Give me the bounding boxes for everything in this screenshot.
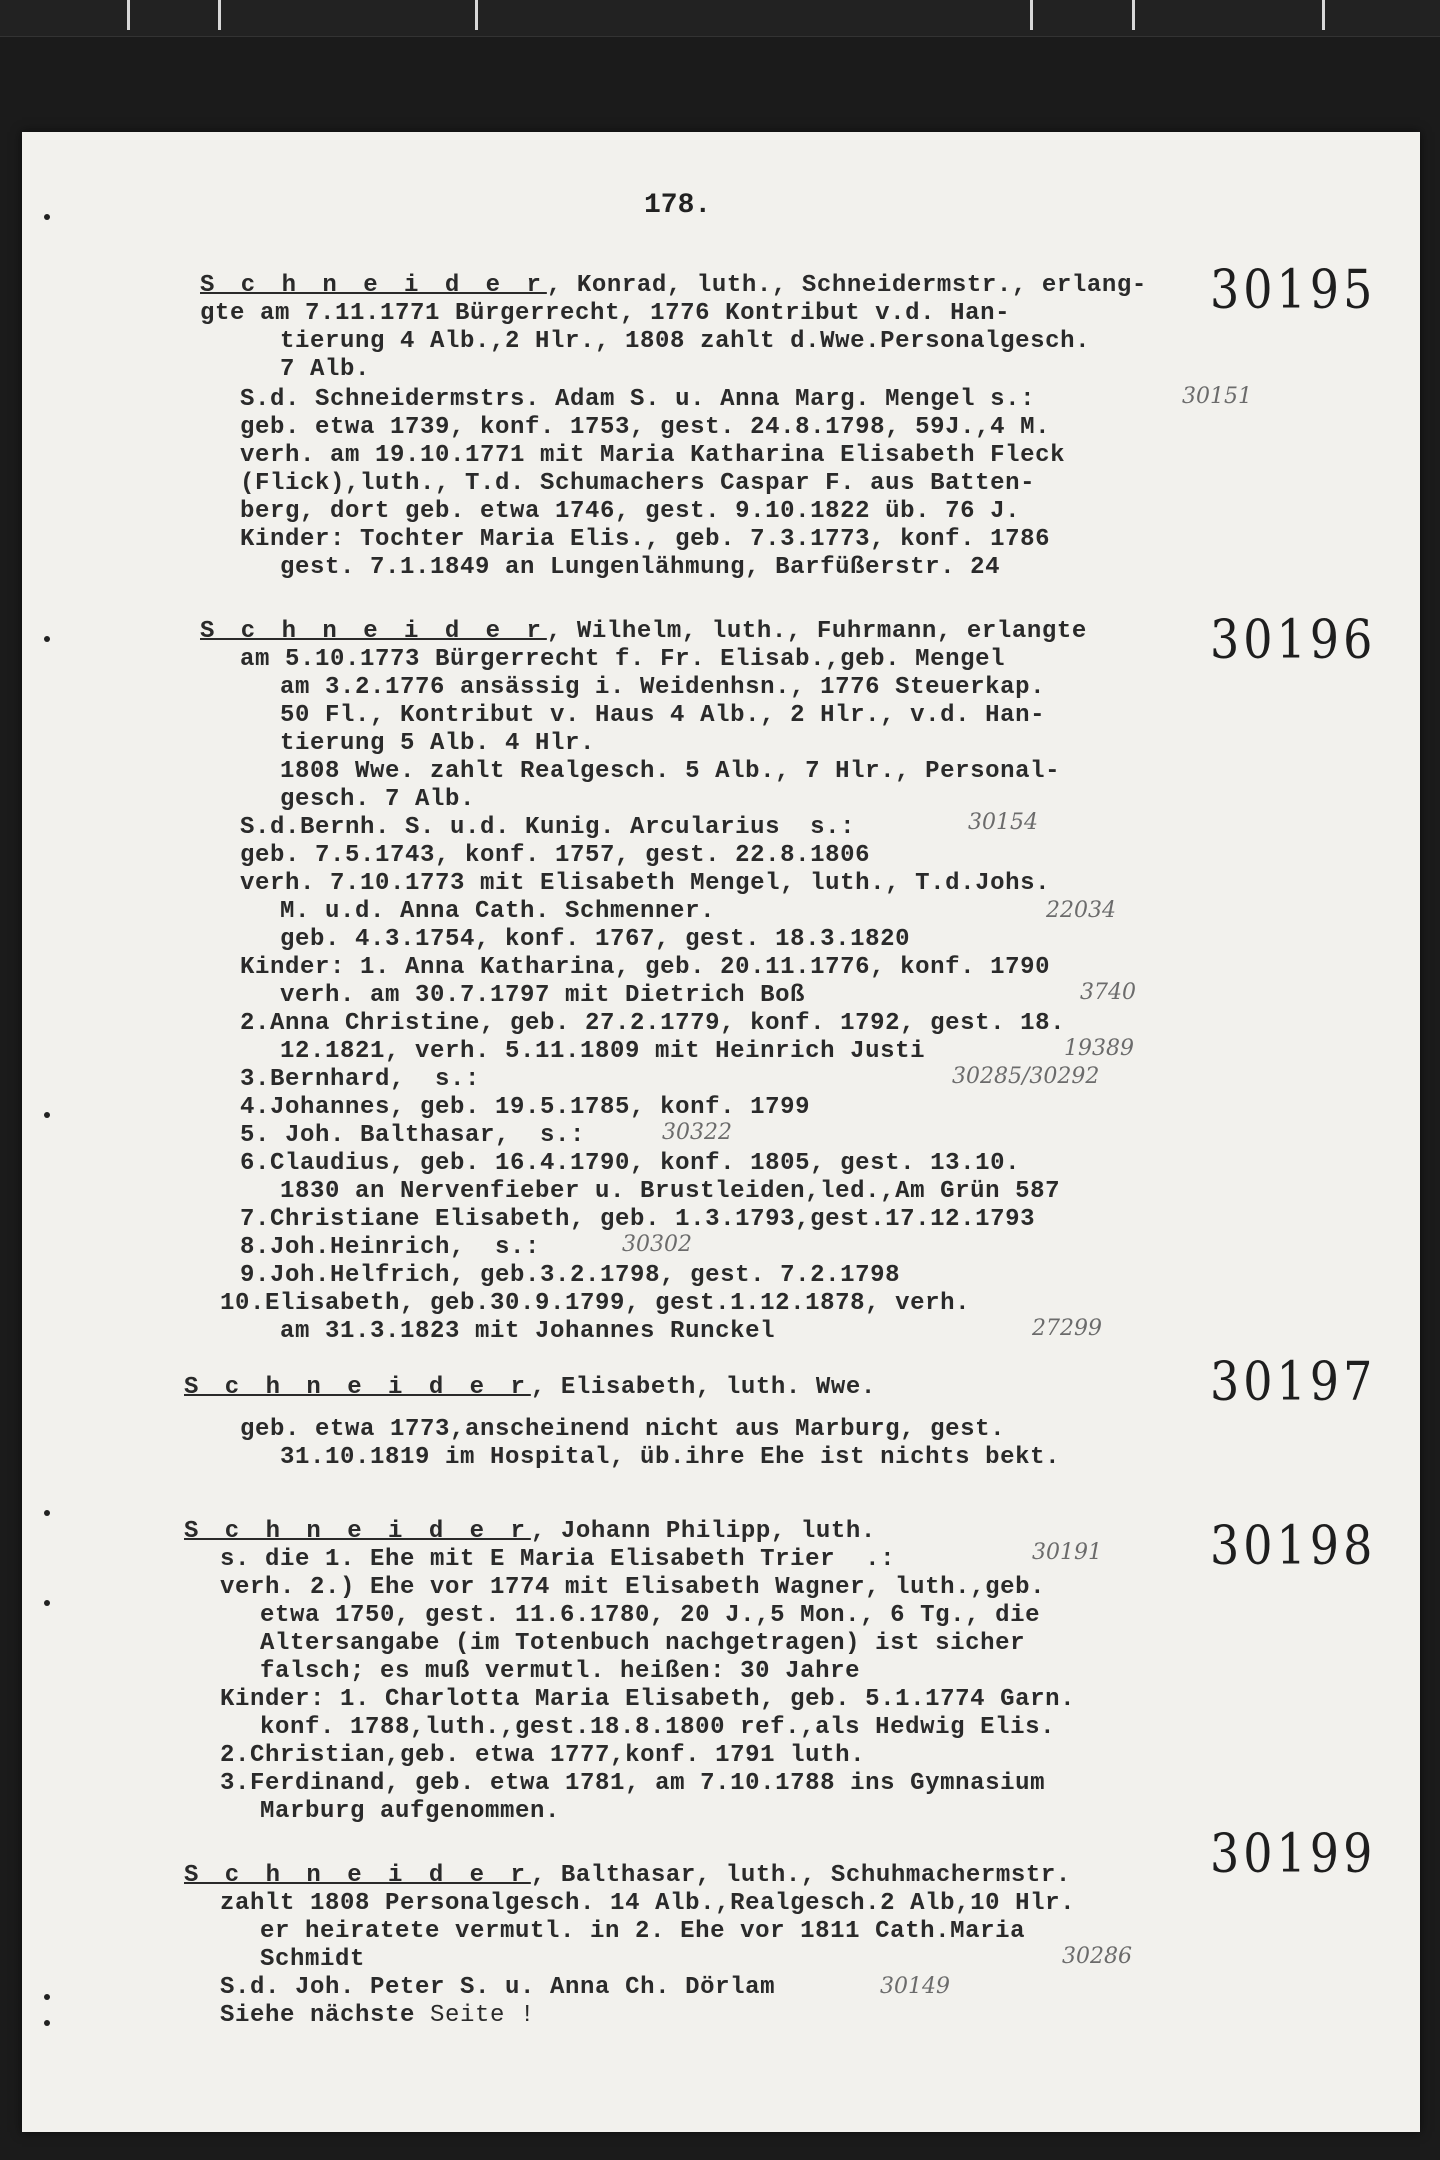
- entry-line: 5. Joh. Balthasar, s.:: [240, 1122, 586, 1149]
- headline-rest: , Wilhelm, luth., Fuhrmann, erlangte: [546, 618, 1087, 645]
- entry-line: gest. 7.1.1849 an Lungenlähmung, Barfüßerstr. 24: [280, 554, 1001, 581]
- handwritten-ref: 30149: [880, 1974, 950, 1999]
- entry-line: verh. am 19.10.1771 mit Maria Katharina Elisabeth Fleck: [240, 442, 1066, 469]
- surname: S c h n e i d e r: [184, 1518, 531, 1545]
- entry-line: 1830 an Nervenfieber u. Brustleiden,led.,Am Grün 587: [280, 1178, 1061, 1205]
- handwritten-ref: 22034: [1046, 898, 1116, 923]
- entry-line: 3.Bernhard, s.:: [240, 1066, 481, 1093]
- entry-line: gesch. 7 Alb.: [280, 786, 476, 813]
- entry-line: Schmidt: [260, 1946, 366, 1973]
- entry-line: 7 Alb.: [280, 356, 371, 383]
- entry-headline: [184, 1374, 876, 1402]
- handwritten-ref: 30154: [968, 810, 1038, 835]
- entry-line: 10.Elisabeth, geb.30.9.1799, gest.1.12.1878, verh.: [220, 1290, 971, 1317]
- film-tick: [1132, 0, 1135, 30]
- entry-headline: [200, 618, 1087, 646]
- entry-number: 30196: [1210, 607, 1377, 671]
- entry-line: s. die 1. Ehe mit E Maria Elisabeth Trier .:: [220, 1546, 896, 1573]
- entry-line: 8.Joh.Heinrich, s.:: [240, 1234, 541, 1261]
- surname: S c h n e i d e r: [200, 272, 547, 299]
- punch-mark: [44, 1600, 50, 1606]
- entry-line: 2.Christian,geb. etwa 1777,konf. 1791 luth.: [220, 1742, 866, 1769]
- entry-line: S.d.Bernh. S. u.d. Kunig. Arcularius s.:: [240, 814, 856, 841]
- entry-line: geb. etwa 1773,anscheinend nicht aus Marburg, gest.: [240, 1416, 1006, 1443]
- surname: S c h n e i d e r: [200, 618, 547, 645]
- entry-line: verh. 7.10.1773 mit Elisabeth Mengel, luth., T.d.Johs.: [240, 870, 1051, 897]
- entry-line: 7.Christiane Elisabeth, geb. 1.3.1793,gest.17.12.1793: [240, 1206, 1036, 1233]
- surname: S c h n e i d e r: [184, 1374, 531, 1401]
- entry-line: 2.Anna Christine, geb. 27.2.1779, konf. 1792, gest. 18.: [240, 1010, 1066, 1037]
- headline-rest: , Johann Philipp, luth.: [530, 1518, 876, 1545]
- entry-line: geb. etwa 1739, konf. 1753, gest. 24.8.1798, 59J.,4 M.: [240, 414, 1051, 441]
- headline-rest: , Balthasar, luth., Schuhmachermstr.: [530, 1862, 1071, 1889]
- entry-line: Kinder: Tochter Maria Elis., geb. 7.3.1773, konf. 1786: [240, 526, 1051, 553]
- surname: S c h n e i d e r: [184, 1862, 531, 1889]
- entry-line: geb. 7.5.1743, konf. 1757, gest. 22.8.1806: [240, 842, 871, 869]
- page-number: 178.: [644, 190, 712, 221]
- entry-line: berg, dort geb. etwa 1746, gest. 9.10.1822 üb. 76 J.: [240, 498, 1021, 525]
- film-tick: [475, 0, 478, 30]
- entry-line: Marburg aufgenommen.: [260, 1798, 561, 1825]
- handwritten-ref: 30285/30292: [952, 1064, 1100, 1089]
- film-tick: [1030, 0, 1033, 30]
- punch-mark: [44, 1510, 50, 1516]
- handwritten-ref: 30286: [1062, 1944, 1132, 1969]
- film-tick: [218, 0, 221, 30]
- entry-line: etwa 1750, gest. 11.6.1780, 20 J.,5 Mon., 6 Tg., die: [260, 1602, 1041, 1629]
- entry-number: 30198: [1210, 1513, 1377, 1577]
- entry-line: er heiratete vermutl. in 2. Ehe vor 1811 Cath.Maria: [260, 1918, 1026, 1945]
- entry-line: am 31.3.1823 mit Johannes Runckel: [280, 1318, 776, 1345]
- entry-headline: [184, 1862, 1071, 1890]
- entry-line: zahlt 1808 Personalgesch. 14 Alb.,Realgesch.2 Alb,10 Hlr.: [220, 1890, 1076, 1917]
- entry-line: gte am 7.11.1771 Bürgerrecht, 1776 Kontribut v.d. Han-: [200, 300, 1011, 327]
- entry-line: 31.10.1819 im Hospital, üb.ihre Ehe ist nichts bekt.: [280, 1444, 1061, 1471]
- entry-line: tierung 5 Alb. 4 Hlr.: [280, 730, 596, 757]
- handwritten-ref: 30322: [662, 1120, 732, 1145]
- entry-line: tierung 4 Alb.,2 Hlr., 1808 zahlt d.Wwe.Personalgesch.: [280, 328, 1091, 355]
- entry-line: 4.Johannes, geb. 19.5.1785, konf. 1799: [240, 1094, 811, 1121]
- handwritten-ref: 30191: [1032, 1540, 1102, 1565]
- entry-line: geb. 4.3.1754, konf. 1767, gest. 18.3.1820: [280, 926, 911, 953]
- entry-line: S.d. Schneidermstrs. Adam S. u. Anna Marg. Mengel s.:: [240, 386, 1036, 413]
- entry-line: M. u.d. Anna Cath. Schmenner.: [280, 898, 716, 925]
- punch-mark: [44, 636, 50, 642]
- entry-line: am 3.2.1776 ansässig i. Weidenhsn., 1776 Steuerkap.: [280, 674, 1046, 701]
- handwritten-ref: 27299: [1032, 1316, 1102, 1341]
- headline-rest: , Konrad, luth., Schneidermstr., erlang-: [546, 272, 1147, 299]
- entry-headline: [184, 1518, 876, 1546]
- entry-line: 9.Joh.Helfrich, geb.3.2.1798, gest. 7.2.1798: [240, 1262, 901, 1289]
- punch-mark: [44, 214, 50, 220]
- line-text: Siehe nächste: [220, 2002, 416, 2029]
- entry-line: 3.Ferdinand, geb. etwa 1781, am 7.10.1788 ins Gymnasium: [220, 1770, 1046, 1797]
- entry-line: verh. am 30.7.1797 mit Dietrich Boß: [280, 982, 806, 1009]
- film-strip-top: [0, 0, 1440, 37]
- punch-mark: [44, 1112, 50, 1118]
- film-tick: [127, 0, 130, 30]
- entry-line: 12.1821, verh. 5.11.1809 mit Heinrich Justi: [280, 1038, 926, 1065]
- entry-line: Altersangabe (im Totenbuch nachgetragen) ist sicher: [260, 1630, 1026, 1657]
- handwritten-ref: 19389: [1064, 1036, 1134, 1061]
- entry-line: (Flick),luth., T.d. Schumachers Caspar F. aus Batten-: [240, 470, 1036, 497]
- headline-rest: , Elisabeth, luth. Wwe.: [530, 1374, 876, 1401]
- handwritten-ref: 30302: [622, 1232, 692, 1257]
- entry-line: [220, 2002, 535, 2030]
- entry-headline: [200, 272, 1147, 300]
- entry-line: verh. 2.) Ehe vor 1774 mit Elisabeth Wagner, luth.,geb.: [220, 1574, 1046, 1601]
- handwritten-ref: 3740: [1080, 980, 1136, 1005]
- punch-mark: [44, 1994, 50, 2000]
- entry-line: Kinder: 1. Charlotta Maria Elisabeth, geb. 5.1.1774 Garn.: [220, 1686, 1076, 1713]
- entry-line: Kinder: 1. Anna Katharina, geb. 20.11.1776, konf. 1790: [240, 954, 1051, 981]
- film-tick: [1322, 0, 1325, 30]
- entry-line: am 5.10.1773 Bürgerrecht f. Fr. Elisab.,geb. Mengel: [240, 646, 1006, 673]
- entry-line: S.d. Joh. Peter S. u. Anna Ch. Dörlam: [220, 1974, 776, 2001]
- handwritten-ref: 30151: [1182, 384, 1252, 409]
- entry-line: 1808 Wwe. zahlt Realgesch. 5 Alb., 7 Hlr., Personal-: [280, 758, 1061, 785]
- punch-mark: [44, 2020, 50, 2026]
- entry-number: 30197: [1210, 1349, 1377, 1413]
- line-text-thin: Seite !: [430, 2002, 536, 2029]
- entry-line: 6.Claudius, geb. 16.4.1790, konf. 1805, gest. 13.10.: [240, 1150, 1021, 1177]
- entry-line: 50 Fl., Kontribut v. Haus 4 Alb., 2 Hlr., v.d. Han-: [280, 702, 1046, 729]
- entry-number: 30195: [1210, 257, 1377, 321]
- entry-line: konf. 1788,luth.,gest.18.8.1800 ref.,als Hedwig Elis.: [260, 1714, 1056, 1741]
- entry-line: falsch; es muß vermutl. heißen: 30 Jahre: [260, 1658, 861, 1685]
- entry-number: 30199: [1210, 1821, 1377, 1885]
- document-card: [22, 132, 1420, 2132]
